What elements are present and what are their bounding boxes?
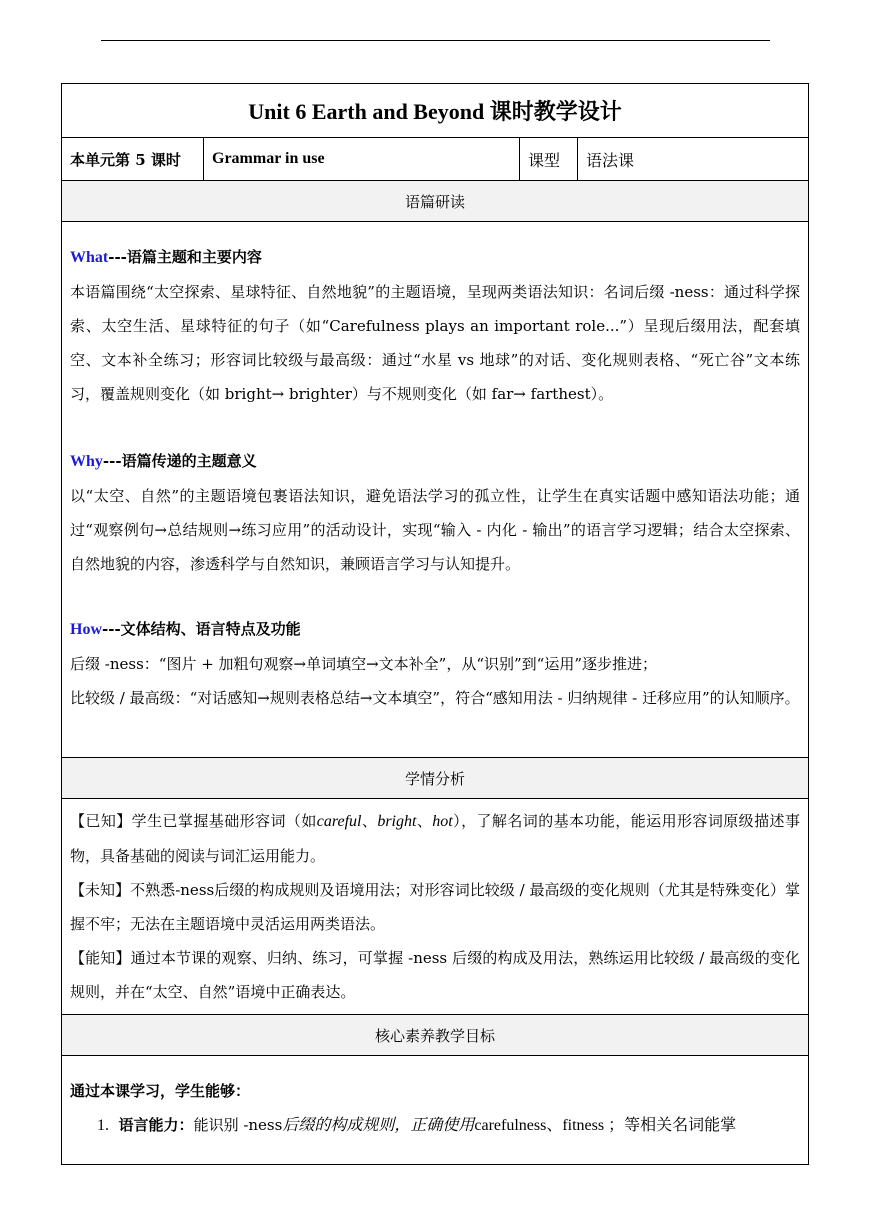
why-title: ---语篇传递的主题意义 (102, 452, 257, 470)
how-line-suffix: 后缀 -ness：“图片 + 加粗句观察→单词填空→文本补全”，从“识别”到“运用”逐步推进； (70, 655, 658, 673)
learner-analysis-body (62, 799, 808, 1015)
lesson-type-label: 课型 (520, 138, 578, 180)
section-heading-learner-analysis: 学情分析 (62, 758, 808, 799)
what-title: ---语篇主题和主要内容 (108, 248, 262, 266)
objective-item-1 (97, 1108, 800, 1143)
what-block (70, 240, 800, 411)
objective-number: 1. (97, 1117, 109, 1134)
header-rule (101, 40, 770, 41)
text-analysis-body (62, 222, 808, 758)
how-line-comparative: 比较级 / 最高级：“对话感知→规则表格总结→文本填空”，符合“感知用法 - 归纳规律 - 迁移应用”的认知顺序。 (70, 689, 800, 707)
objectives-intro: 通过本课学习，学生能够： (70, 1082, 251, 1100)
what-keyword: What (70, 249, 109, 266)
objective-text-c: carefulness、fitness ；等相关名词能掌 (474, 1117, 737, 1134)
why-heading (70, 444, 800, 479)
what-text: 本语篇围绕“太空探索、星球特征、自然地貌”的主题语境，呈现两类语法知识：名词后缀 -ness：通过科学探索、太空生活、星球特征的句子（如“Carefulness plays an important role...”）呈现后缀用法，配套填空、文本补全练习；形容词比较级与最高级：通过“水星 vs 地球”的对话、变化规则表格、“死亡谷”文本练习，覆盖规则变化（如 bright→ brighter）与不规则变化（如 far→ farthest）。 (70, 283, 800, 403)
known-item (70, 804, 800, 873)
why-block (70, 444, 800, 581)
section-heading-objectives: 核心素养教学目标 (62, 1015, 808, 1056)
example-word-bright: bright (377, 813, 417, 830)
meta-row (62, 138, 808, 181)
lesson-topic: Grammar in use (204, 138, 520, 180)
lesson-type-value: 语法课 (586, 150, 635, 170)
section-heading-text-analysis: 语篇研读 (62, 181, 808, 222)
lesson-number: 本单元第 5 课时 (62, 138, 204, 180)
known-text-a: 【已知】学生已掌握基础形容词（如 (70, 812, 317, 830)
why-keyword: Why (70, 453, 103, 470)
known-sep-1: 、 (361, 812, 378, 830)
objective-label: 语言能力： (118, 1116, 194, 1134)
how-heading (70, 612, 800, 647)
objectives-body (62, 1056, 808, 1166)
why-text: 以“太空、自然”的主题语境包裹语法知识，避免语法学习的孤立性，让学生在真实话题中感知语法功能；通过“观察例句→总结规则→练习应用”的活动设计，实现“输入 - 内化 - 输出”的语言学习逻辑；结合太空探索、自然地貌的内容，渗透科学与自然知识，兼顾语言学习与认知提升。 (70, 487, 800, 573)
learner-analysis-text (70, 804, 800, 1009)
objective-text-b: 后缀的构成规则，正确使用 (282, 1117, 475, 1134)
unknown-item: 【未知】不熟悉-ness后缀的构成规则及语境用法；对形容词比较级 / 最高级的变化规则（尤其是特殊变化）掌握不牢；无法在主题语境中灵活运用两类语法。 (70, 881, 800, 933)
objective-text-a: 能识别 -ness (193, 1116, 283, 1134)
known-sep-2: 、 (416, 812, 433, 830)
how-block (70, 612, 800, 715)
known-text-b: ），了解名词的基本功能，能运用形容词原级描述事物，具备基础的阅读与词汇运用能力。 (70, 812, 800, 865)
document-title: Unit 6 Earth and Beyond 课时教学设计 (62, 84, 808, 138)
how-keyword: How (70, 621, 102, 638)
example-word-careful: careful (316, 813, 362, 830)
how-title: ---文体结构、语言特点及功能 (102, 620, 301, 638)
what-heading (70, 240, 800, 275)
lesson-plan-table (61, 83, 809, 1165)
able-item: 【能知】通过本节课的观察、归纳、练习，可掌握 -ness 后缀的构成及用法，熟练运用比较级 / 最高级的变化规则，并在“太空、自然”语境中正确表达。 (70, 949, 800, 1001)
example-word-hot: hot (432, 813, 453, 830)
